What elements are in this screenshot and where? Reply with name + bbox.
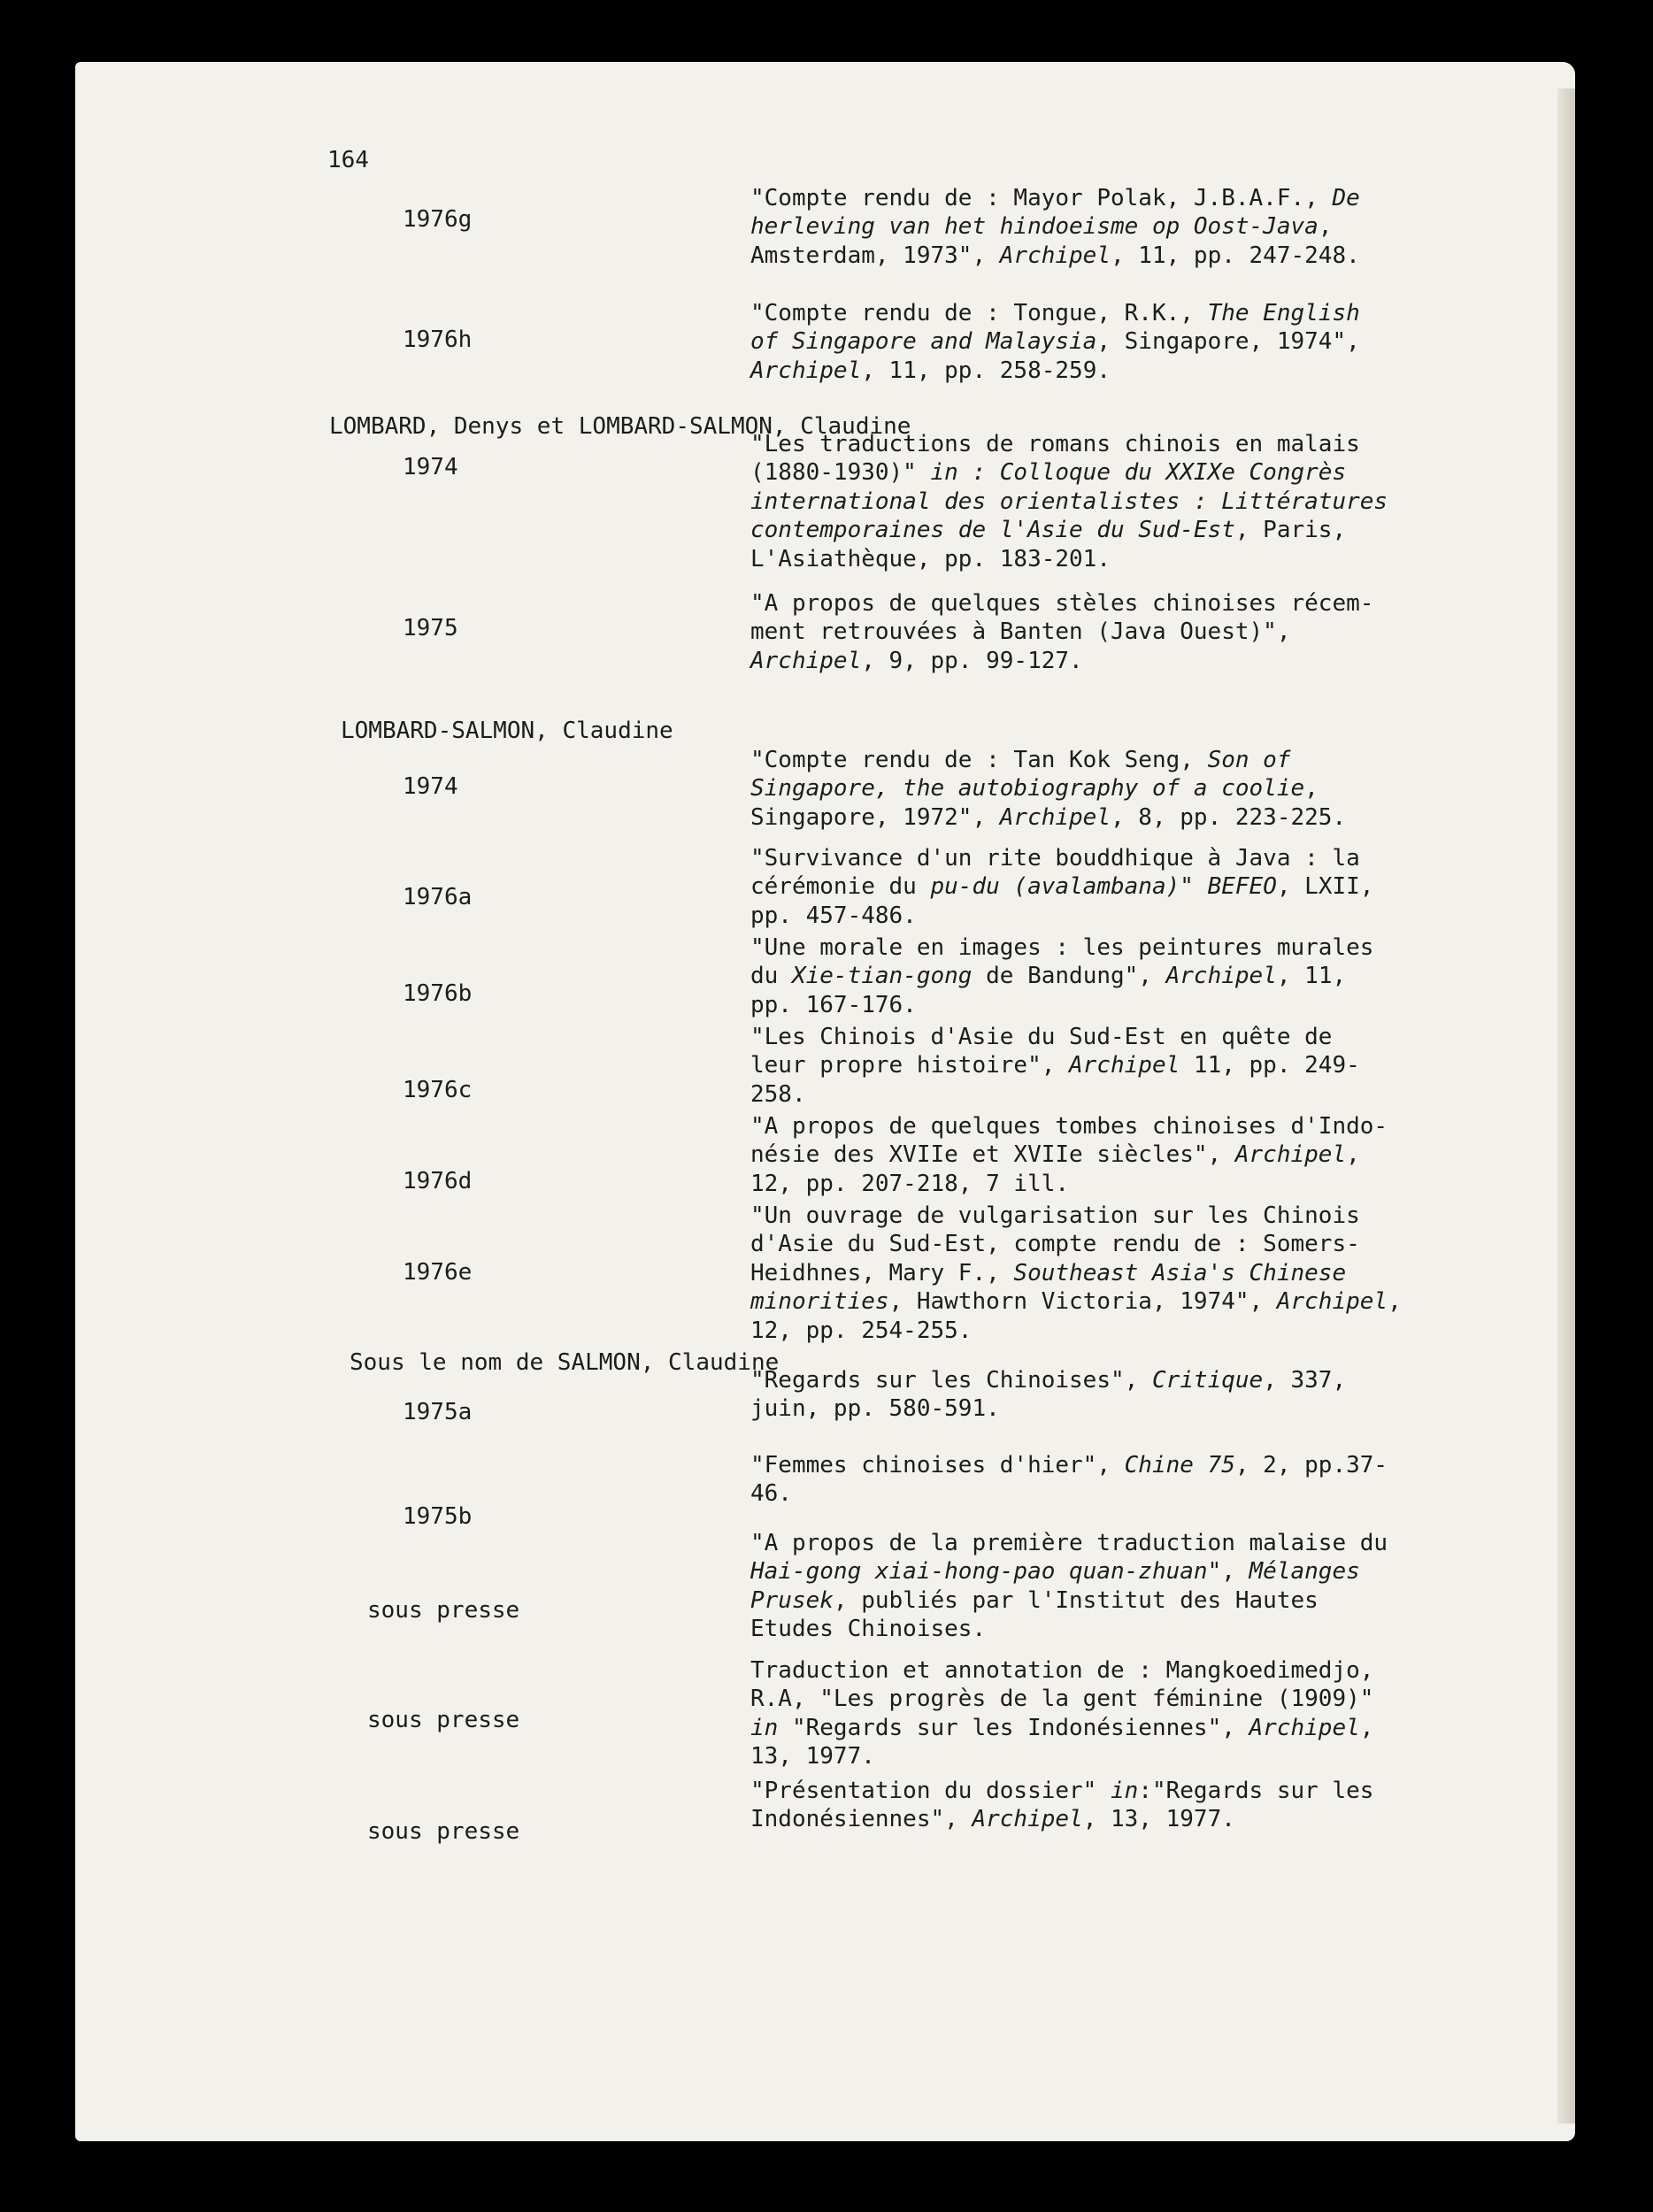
entry-text-line: Indonésiennes", Archipel, 13, 1977.: [750, 1806, 1235, 1833]
entry-text-line: juin, pp. 580-591.: [750, 1395, 1000, 1423]
entry-text-line: du Xie-tian-gong de Bandung", Archipel, 11,: [750, 963, 1347, 990]
entry-text-line: Heidhnes, Mary F., Southeast Asia's Chinese: [750, 1259, 1347, 1286]
entry-year: 1975a: [403, 1399, 473, 1425]
entry-text-line: 12, pp. 207-218, 7 ill.: [750, 1170, 1070, 1197]
entry-year: 1976a: [403, 884, 473, 910]
entry-text-line: "Femmes chinoises d'hier", Chine 75, 2, pp.37-: [750, 1452, 1388, 1479]
entry-text-line: R.A, "Les progrès de la gent féminine (1909)": [750, 1686, 1374, 1713]
entry-text-line: Archipel, 9, pp. 99-127.: [750, 647, 1083, 674]
entry-year: 1976b: [403, 980, 473, 1007]
entry-year: 1974: [403, 454, 458, 480]
entry-text-line: "Compte rendu de : Tan Kok Seng, Son of: [750, 747, 1291, 773]
entry-text-line: in "Regards sur les Indonésiennes", Archipel,: [750, 1714, 1374, 1741]
entry-text-line: international des orientalistes : Littératures: [750, 488, 1388, 515]
entry-year: 1975: [403, 615, 458, 641]
author-heading: LOMBARD, Denys et LOMBARD-SALMON, Claudine: [329, 413, 911, 440]
entry-text-line: "Compte rendu de : Mayor Polak, J.B.A.F., De: [750, 185, 1360, 211]
entry-year: 1974: [403, 773, 458, 800]
entry-text-line: 46.: [750, 1480, 792, 1508]
entry-text-line: Archipel, 11, pp. 258-259.: [750, 357, 1111, 384]
entry-text-line: 258.: [750, 1080, 806, 1108]
entry-text-line: "A propos de quelques tombes chinoises d'Indo-: [750, 1113, 1388, 1140]
entry-year: 1976g: [403, 206, 473, 233]
entry-text-line: "Une morale en images : les peintures murales: [750, 934, 1374, 961]
entry-year: 1975b: [403, 1503, 473, 1530]
entry-text-line: ment retrouvées à Banten (Java Ouest)",: [750, 618, 1291, 646]
entry-year: 1976d: [403, 1168, 473, 1194]
entry-year: 1976h: [403, 326, 473, 353]
entry-text-line: "Les traductions de romans chinois en malais: [750, 431, 1360, 457]
entry-text-line: L'Asiathèque, pp. 183-201.: [750, 545, 1111, 572]
entry-text-line: "Présentation du dossier" in:"Regards sur les: [750, 1778, 1374, 1804]
entry-text-line: 13, 1977.: [750, 1743, 875, 1770]
entry-text-line: Singapore, 1972", Archipel, 8, pp. 223-225.: [750, 803, 1347, 831]
entry-year: sous presse: [367, 1818, 520, 1845]
entry-year: 1976c: [403, 1077, 473, 1103]
entry-text-line: 12, pp. 254-255.: [750, 1317, 973, 1344]
entry-text-line: of Singapore and Malaysia, Singapore, 1974",: [750, 328, 1360, 356]
entry-year: sous presse: [367, 1707, 520, 1733]
entry-text-line: "Regards sur les Chinoises", Critique, 337,: [750, 1367, 1347, 1394]
page-number: 164: [327, 147, 369, 173]
author-heading: Sous le nom de SALMON, Claudine: [350, 1349, 780, 1376]
entry-text-line: "Les Chinois d'Asie du Sud-Est en quête de: [750, 1024, 1333, 1050]
author-heading: LOMBARD-SALMON, Claudine: [341, 718, 673, 744]
entry-text-line: (1880-1930)" in : Colloque du XXIXe Congrès: [750, 459, 1347, 487]
entry-text-line: cérémonie du pu-du (avalambana)" BEFEO, LXII,: [750, 873, 1374, 901]
entry-text-line: leur propre histoire", Archipel 11, pp. 249-: [750, 1052, 1360, 1079]
entry-year: sous presse: [367, 1597, 520, 1624]
entry-text-line: Traduction et annotation de : Mangkoedimedjo,: [750, 1657, 1374, 1684]
entry-text-line: pp. 457-486.: [750, 902, 917, 929]
entry-text-line: contemporaines de l'Asie du Sud-Est, Paris,: [750, 517, 1347, 544]
entry-year: 1976e: [403, 1259, 473, 1286]
entry-text-line: herleving van het hindoeisme op Oost-Java,: [750, 213, 1333, 241]
entry-text-line: nésie des XVIIe et XVIIe siècles", Archipel,: [750, 1141, 1360, 1169]
entry-text-line: "A propos de quelques stèles chinoises récem-: [750, 590, 1374, 617]
entry-text-line: Etudes Chinoises.: [750, 1616, 987, 1643]
entry-text-line: pp. 167-176.: [750, 991, 917, 1018]
entry-text-line: Hai-gong xiai-hong-pao quan-zhuan", Mélanges: [750, 1558, 1360, 1586]
entry-text-line: minorities, Hawthorn Victoria, 1974", Archipel,: [750, 1288, 1402, 1316]
entry-text-line: "Un ouvrage de vulgarisation sur les Chinois: [750, 1202, 1360, 1229]
entry-text-line: Prusek, publiés par l'Institut des Hautes: [750, 1586, 1319, 1614]
entry-text-line: d'Asie du Sud-Est, compte rendu de : Somers-: [750, 1231, 1360, 1258]
entry-text-line: "Compte rendu de : Tongue, R.K., The English: [750, 300, 1360, 326]
entry-text-line: "Survivance d'un rite bouddhique à Java : la: [750, 845, 1360, 872]
page-right-edge: [1557, 88, 1575, 2124]
entry-text-line: "A propos de la première traduction malaise du: [750, 1530, 1388, 1556]
entry-text-line: Amsterdam, 1973", Archipel, 11, pp. 247-248.: [750, 242, 1360, 269]
entry-text-line: Singapore, the autobiography of a coolie,: [750, 775, 1319, 803]
